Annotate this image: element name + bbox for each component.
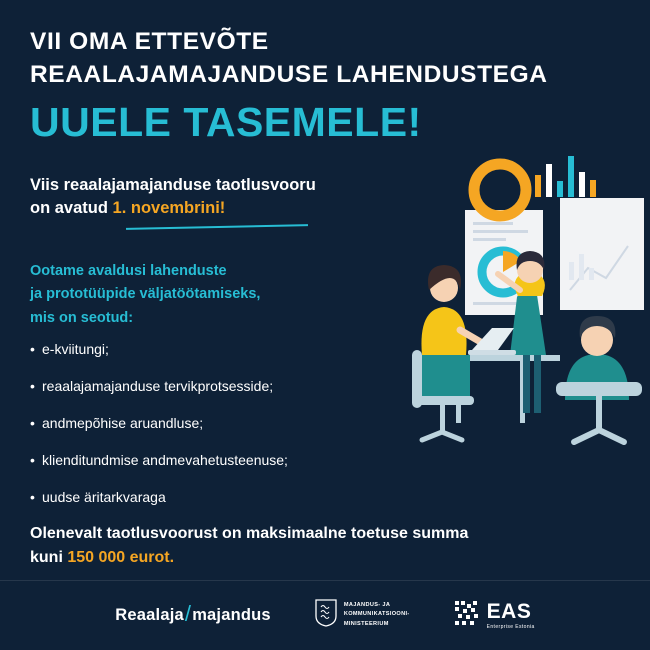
estonian-crest-icon xyxy=(315,599,337,632)
eas-tagline: Enterprise Estonia xyxy=(486,623,535,630)
list-item: • andmepõhise aruandluse; xyxy=(30,414,400,433)
footer-logos xyxy=(0,585,650,645)
funding-statement-line-2 xyxy=(30,546,620,570)
headline-line-1: VII OMA ETTEVÕTE xyxy=(30,28,269,55)
intro-line-1: Ootame avaldusi lahenduste xyxy=(30,263,227,279)
eas-name: EAS xyxy=(486,599,532,623)
headline-line-3: UUELE TASEMELE! xyxy=(30,99,422,146)
footer-divider xyxy=(0,580,650,581)
headline xyxy=(30,26,630,146)
subheadline-line-1: Viis reaalajamajanduse taotlusvooru xyxy=(30,176,316,194)
intro-paragraph xyxy=(30,260,390,330)
funding-prefix: kuni xyxy=(30,549,68,566)
bullet-list xyxy=(30,340,400,524)
deadline-date: 1. novembrini! xyxy=(112,199,226,218)
reaalajamajandus-part-1: Reaalaja xyxy=(115,605,184,624)
funding-statement xyxy=(30,522,620,570)
subheadline-prefix: on avatud xyxy=(30,199,113,218)
intro-line-3: mis on seotud: xyxy=(30,309,134,326)
list-item: • uudse äritarkvaraga xyxy=(30,488,400,507)
eas-logo-text xyxy=(487,601,535,630)
list-item: • klienditundmise andmevahetusteenuse; xyxy=(30,451,400,470)
headline-line-2: REAALAJAMAJANDUSE LAHENDUSTEGA xyxy=(30,60,548,88)
intro-line-2: ja prototüüpide väljatöötamiseks, xyxy=(30,286,261,303)
list-item: • e-kviitungi; xyxy=(30,340,400,359)
reaalajamajandus-logo xyxy=(115,602,271,628)
ministry-line-1: MAJANDUS- JA xyxy=(343,602,391,609)
list-item: • reaalajamajanduse tervikprotsesside; xyxy=(30,377,400,396)
ministry-line-2: KOMMUNIKATSIOONI- xyxy=(343,611,410,618)
ministry-logo-text xyxy=(344,601,410,629)
subheadline-line-2 xyxy=(30,197,420,220)
eas-mark-icon xyxy=(454,600,480,631)
reaalajamajandus-part-2: majandus xyxy=(192,605,271,624)
funding-amount: 150 000 eurot. xyxy=(67,549,175,566)
underline-accent xyxy=(126,224,308,230)
funding-statement-line-1: Olenevalt taotlusvoorust on maksimaalne toetuse summa xyxy=(30,525,469,542)
subheadline xyxy=(30,174,420,221)
slash-icon: / xyxy=(184,601,192,626)
ministry-logo xyxy=(315,599,410,632)
ministry-line-3: MINISTEERIUM xyxy=(343,620,389,627)
eas-logo xyxy=(454,600,535,631)
